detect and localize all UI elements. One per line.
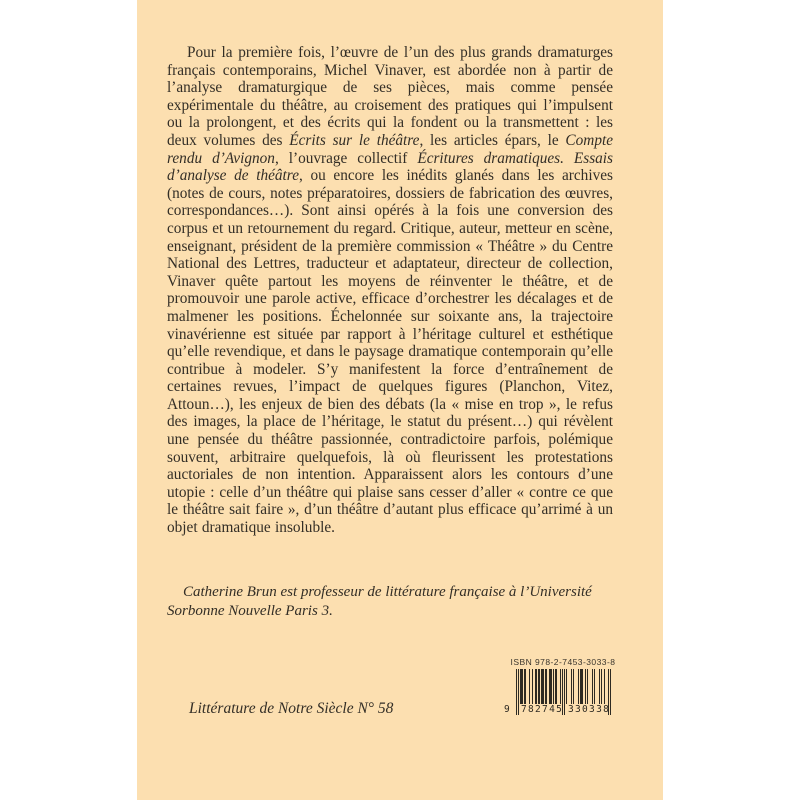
- barcode-digit-lead: 9: [504, 704, 510, 715]
- book-title-italic: Écrits sur le théâtre: [289, 131, 420, 149]
- author-bio: Catherine Brun est professeur de littérature française à l’Université Sorbonne Nouvelle Paris 3.: [167, 584, 592, 619]
- blurb-text: Pour la première fois, l’œuvre de l’un des plus grands dramaturges français contemporains, Michel Vinaver, est abordée non à partir de l’analyse dramaturgique de ses pièces, mais comme pensée expérimentale du théâtre, au croisement des pratiques qui l’impulsent ou la prolongent, et des écrits qui la fondent ou la transmettent : les deux volumes des: [167, 44, 613, 149]
- isbn-label: ISBN 978-2-7453-3033-8: [510, 657, 616, 667]
- ean13-barcode: [503, 669, 617, 716]
- book-title-italic: Compte rendu d’Avignon: [167, 131, 614, 167]
- isbn-block: [503, 657, 617, 716]
- blurb-paragraph: [167, 44, 613, 537]
- blurb-text: , l’ouvrage collectif: [274, 149, 418, 167]
- book-back-cover: [137, 0, 663, 800]
- collection-name: Littérature de Notre Siècle N° 58: [189, 700, 394, 717]
- blurb-text: , les articles épars, le: [419, 131, 566, 149]
- book-title-italic: Écritures dramatiques. Essais d’analyse de théâtre: [167, 149, 614, 185]
- blurb-text: , ou encore les inédits glanés dans les archives (notes de cours, notes préparatoires, dossiers de fabrication des œuvres, correspondances…). Sont ainsi opérés à la fois une conversion des corpus et un retournement du regard. Critique, auteur, metteur en scène, enseignant, président de la première commission « Théâtre » du Centre National des Lettres, traducteur et adaptateur, directeur de collection, Vinaver quête partout les moyens de réinventer le théâtre, et de promouvoir une parole active, efficace d’orchestrer les décalages et de malmener les positions. Échelonnée sur soixante ans, la trajectoire vinavérienne est située par rapport à l’héritage culturel et esthétique qu’elle revendique, et dans le paysage dramatique contemporain qu’elle contribue à modeler. S’y manifestent la force d’entraînement de certaines revues, l’impact de quelques figures (Planchon, Vitez, Attoun…), les enjeux de bien des débats (la « mise en trop », le refus des images, la place de l’héritage, le statut du présent…) qui révèlent une pensée du théâtre passionnée, contradictoire parfois, polémique souvent, arbitraire quelquefois, là où fleurissent les protestations auctoriales de non intention. Apparaissent alors les contours d’une utopie : celle d’un théâtre qui plaise sans cesser d’aller « contre ce que le théâtre sait faire », d’un théâtre d’autant plus efficace qu’arrimé à un objet dramatique insoluble.: [167, 167, 613, 537]
- barcode-digit-group1: 782745: [521, 704, 564, 715]
- barcode-digit-group2: 330338: [568, 704, 611, 715]
